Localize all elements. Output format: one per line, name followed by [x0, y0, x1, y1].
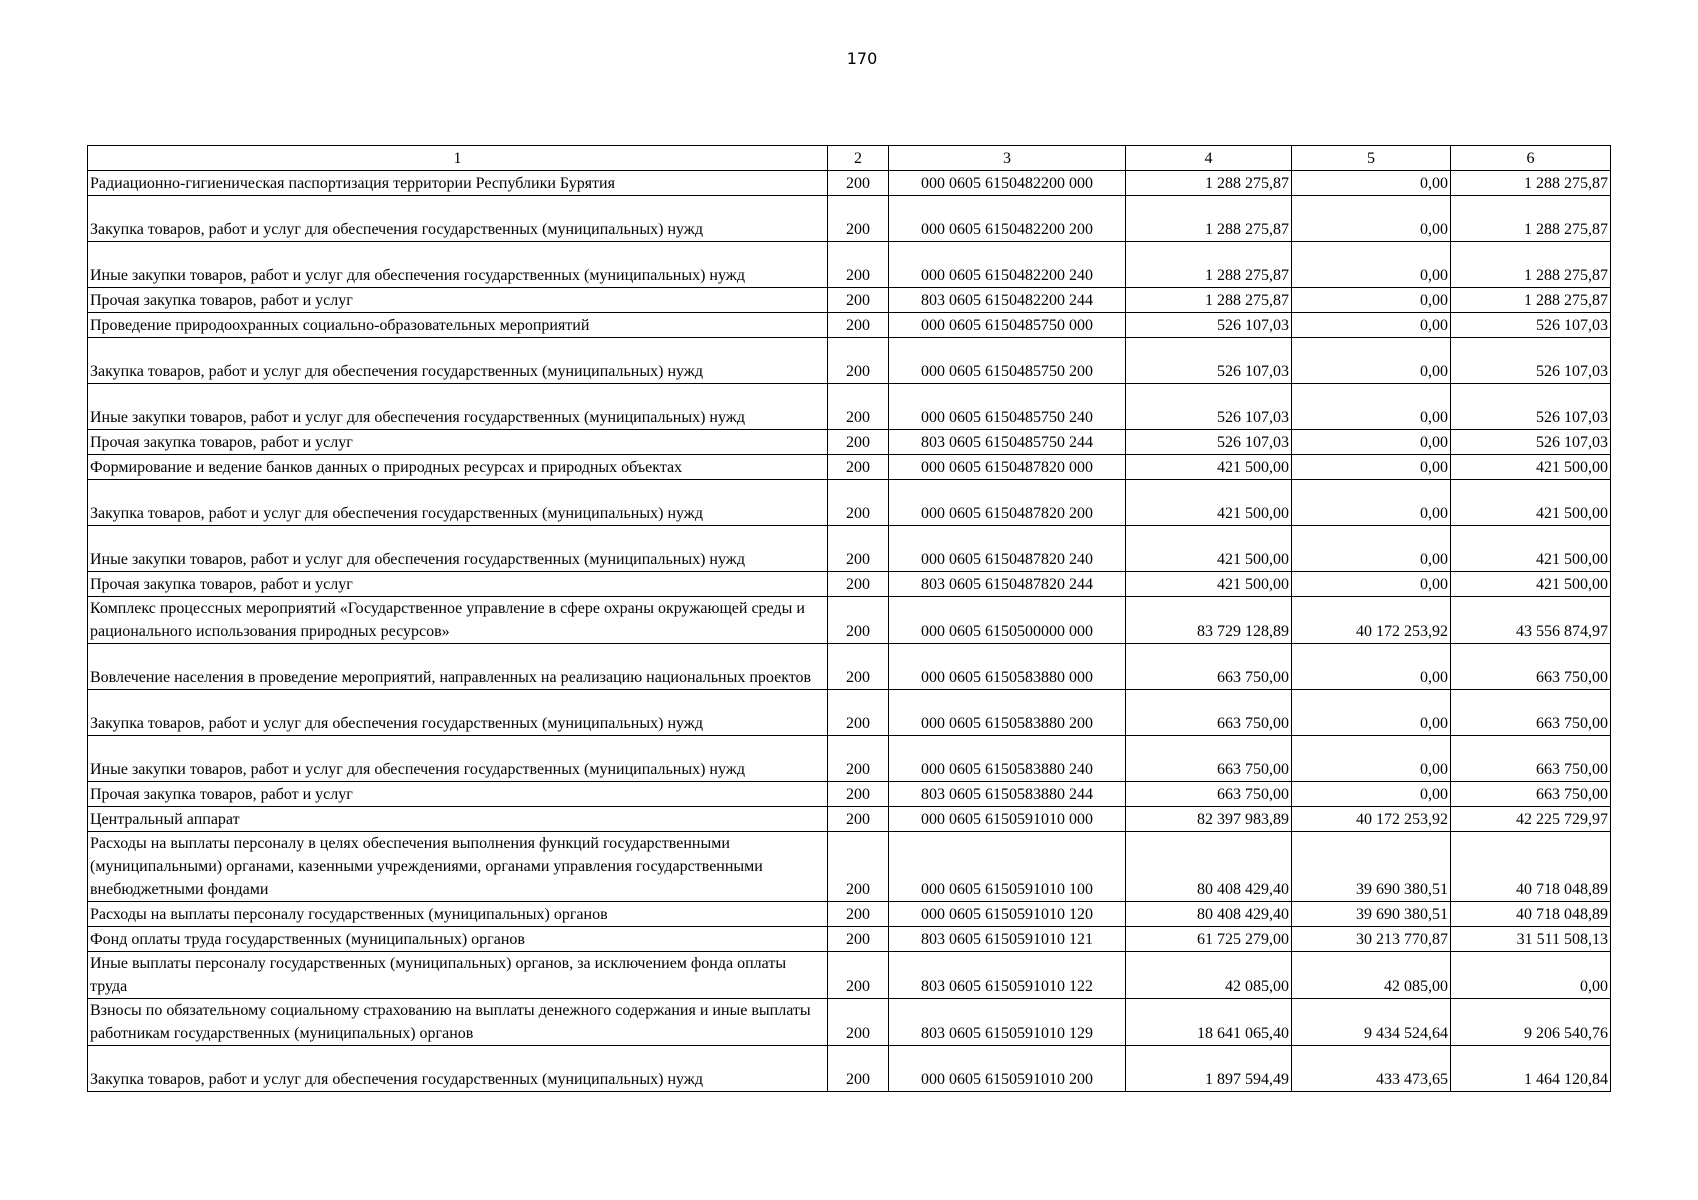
row-col6-value: 526 107,03 — [1451, 338, 1611, 384]
row-name: Закупка товаров, работ и услуг для обеспечения государственных (муниципальных) нужд — [88, 1046, 828, 1092]
table-row — [88, 480, 1611, 526]
row-col5-value: 0,00 — [1292, 171, 1451, 196]
row-code: 200 — [828, 690, 889, 736]
column-header: 1 — [88, 146, 828, 171]
row-col6-value: 421 500,00 — [1451, 480, 1611, 526]
row-name: Прочая закупка товаров, работ и услуг — [88, 782, 828, 807]
row-col6-value: 421 500,00 — [1451, 572, 1611, 597]
row-col4-value: 80 408 429,40 — [1126, 832, 1292, 902]
row-col5-value: 42 085,00 — [1292, 952, 1451, 999]
table-row — [88, 196, 1611, 242]
row-col4-value: 526 107,03 — [1126, 313, 1292, 338]
row-code: 200 — [828, 597, 889, 644]
row-col4-value: 1 288 275,87 — [1126, 288, 1292, 313]
row-col6-value: 1 288 275,87 — [1451, 171, 1611, 196]
row-col4-value: 663 750,00 — [1126, 644, 1292, 690]
row-col5-value: 0,00 — [1292, 690, 1451, 736]
row-col6-value: 31 511 508,13 — [1451, 927, 1611, 952]
row-col4-value: 83 729 128,89 — [1126, 597, 1292, 644]
row-col6-value: 40 718 048,89 — [1451, 902, 1611, 927]
row-classification-code: 000 0605 6150487820 000 — [889, 455, 1126, 480]
row-col5-value: 0,00 — [1292, 242, 1451, 288]
row-name: Фонд оплаты труда государственных (муниципальных) органов — [88, 927, 828, 952]
row-col5-value: 0,00 — [1292, 455, 1451, 480]
row-classification-code: 000 0605 6150591010 000 — [889, 807, 1126, 832]
row-col6-value: 40 718 048,89 — [1451, 832, 1611, 902]
row-col4-value: 61 725 279,00 — [1126, 927, 1292, 952]
row-col4-value: 421 500,00 — [1126, 572, 1292, 597]
row-col4-value: 421 500,00 — [1126, 455, 1292, 480]
page-number: 170 — [846, 49, 878, 68]
row-code: 200 — [828, 196, 889, 242]
row-code: 200 — [828, 832, 889, 902]
table-row — [88, 782, 1611, 807]
row-name: Иные закупки товаров, работ и услуг для обеспечения государственных (муниципальных) нужд — [88, 242, 828, 288]
row-code: 200 — [828, 952, 889, 999]
row-col5-value: 0,00 — [1292, 782, 1451, 807]
row-code: 200 — [828, 782, 889, 807]
row-classification-code: 803 0605 6150485750 244 — [889, 430, 1126, 455]
row-code: 200 — [828, 338, 889, 384]
table-row — [88, 242, 1611, 288]
row-classification-code: 000 0605 6150583880 200 — [889, 690, 1126, 736]
row-col6-value: 9 206 540,76 — [1451, 999, 1611, 1046]
row-code: 200 — [828, 242, 889, 288]
row-classification-code: 000 0605 6150482200 200 — [889, 196, 1126, 242]
row-col5-value: 0,00 — [1292, 288, 1451, 313]
row-col4-value: 663 750,00 — [1126, 782, 1292, 807]
row-col5-value: 0,00 — [1292, 526, 1451, 572]
row-col5-value: 433 473,65 — [1292, 1046, 1451, 1092]
row-classification-code: 000 0605 6150487820 200 — [889, 480, 1126, 526]
budget-table — [87, 145, 1611, 1092]
row-code: 200 — [828, 430, 889, 455]
row-name: Проведение природоохранных социально-образовательных мероприятий — [88, 313, 828, 338]
row-name: Закупка товаров, работ и услуг для обеспечения государственных (муниципальных) нужд — [88, 690, 828, 736]
row-classification-code: 000 0605 6150482200 240 — [889, 242, 1126, 288]
row-col5-value: 0,00 — [1292, 480, 1451, 526]
table-row — [88, 644, 1611, 690]
column-header: 5 — [1292, 146, 1451, 171]
table-row — [88, 384, 1611, 430]
row-classification-code: 803 0605 6150482200 244 — [889, 288, 1126, 313]
row-name: Прочая закупка товаров, работ и услуг — [88, 572, 828, 597]
row-col5-value: 39 690 380,51 — [1292, 832, 1451, 902]
row-classification-code: 803 0605 6150591010 129 — [889, 999, 1126, 1046]
row-code: 200 — [828, 572, 889, 597]
row-col5-value: 40 172 253,92 — [1292, 597, 1451, 644]
table-row — [88, 952, 1611, 999]
row-col6-value: 663 750,00 — [1451, 782, 1611, 807]
row-col6-value: 0,00 — [1451, 952, 1611, 999]
table-row — [88, 338, 1611, 384]
row-classification-code: 000 0605 6150482200 000 — [889, 171, 1126, 196]
table-row — [88, 313, 1611, 338]
column-header: 3 — [889, 146, 1126, 171]
row-code: 200 — [828, 1046, 889, 1092]
row-classification-code: 000 0605 6150487820 240 — [889, 526, 1126, 572]
row-col6-value: 1 464 120,84 — [1451, 1046, 1611, 1092]
table-row — [88, 171, 1611, 196]
row-code: 200 — [828, 902, 889, 927]
row-col6-value: 42 225 729,97 — [1451, 807, 1611, 832]
row-code: 200 — [828, 999, 889, 1046]
row-code: 200 — [828, 927, 889, 952]
row-name: Иные закупки товаров, работ и услуг для обеспечения государственных (муниципальных) нужд — [88, 384, 828, 430]
row-name: Прочая закупка товаров, работ и услуг — [88, 430, 828, 455]
row-col4-value: 42 085,00 — [1126, 952, 1292, 999]
table-row — [88, 999, 1611, 1046]
row-col4-value: 1 288 275,87 — [1126, 196, 1292, 242]
row-col4-value: 80 408 429,40 — [1126, 902, 1292, 927]
row-classification-code: 000 0605 6150591010 120 — [889, 902, 1126, 927]
table-row — [88, 807, 1611, 832]
row-code: 200 — [828, 736, 889, 782]
row-classification-code: 000 0605 6150583880 000 — [889, 644, 1126, 690]
column-header: 2 — [828, 146, 889, 171]
row-classification-code: 803 0605 6150487820 244 — [889, 572, 1126, 597]
column-header: 6 — [1451, 146, 1611, 171]
table-row — [88, 526, 1611, 572]
row-classification-code: 000 0605 6150591010 100 — [889, 832, 1126, 902]
row-classification-code: 000 0605 6150500000 000 — [889, 597, 1126, 644]
row-classification-code: 803 0605 6150591010 122 — [889, 952, 1126, 999]
row-col6-value: 526 107,03 — [1451, 430, 1611, 455]
table-row — [88, 1046, 1611, 1092]
row-col5-value: 0,00 — [1292, 572, 1451, 597]
row-col6-value: 421 500,00 — [1451, 455, 1611, 480]
column-number-row — [88, 146, 1611, 171]
row-col5-value: 0,00 — [1292, 196, 1451, 242]
row-col4-value: 421 500,00 — [1126, 526, 1292, 572]
row-col6-value: 43 556 874,97 — [1451, 597, 1611, 644]
row-col6-value: 526 107,03 — [1451, 313, 1611, 338]
row-code: 200 — [828, 171, 889, 196]
row-col5-value: 0,00 — [1292, 736, 1451, 782]
row-name: Закупка товаров, работ и услуг для обеспечения государственных (муниципальных) нужд — [88, 338, 828, 384]
row-code: 200 — [828, 455, 889, 480]
row-col4-value: 1 897 594,49 — [1126, 1046, 1292, 1092]
row-code: 200 — [828, 644, 889, 690]
row-name: Расходы на выплаты персоналу государственных (муниципальных) органов — [88, 902, 828, 927]
row-code: 200 — [828, 384, 889, 430]
row-classification-code: 803 0605 6150583880 244 — [889, 782, 1126, 807]
row-name: Радиационно-гигиеническая паспортизация территории Республики Бурятия — [88, 171, 828, 196]
row-col5-value: 0,00 — [1292, 313, 1451, 338]
table-row — [88, 832, 1611, 902]
table-row — [88, 430, 1611, 455]
table-row — [88, 736, 1611, 782]
row-name: Закупка товаров, работ и услуг для обеспечения государственных (муниципальных) нужд — [88, 480, 828, 526]
row-col6-value: 663 750,00 — [1451, 690, 1611, 736]
row-col5-value: 0,00 — [1292, 644, 1451, 690]
row-col4-value: 526 107,03 — [1126, 384, 1292, 430]
table-row — [88, 927, 1611, 952]
row-col4-value: 526 107,03 — [1126, 430, 1292, 455]
row-col5-value: 0,00 — [1292, 338, 1451, 384]
row-classification-code: 000 0605 6150485750 240 — [889, 384, 1126, 430]
row-name: Иные выплаты персоналу государственных (муниципальных) органов, за исключением фонда оплаты труда — [88, 952, 828, 999]
row-col4-value: 1 288 275,87 — [1126, 171, 1292, 196]
row-col6-value: 1 288 275,87 — [1451, 288, 1611, 313]
row-name: Иные закупки товаров, работ и услуг для обеспечения государственных (муниципальных) нужд — [88, 526, 828, 572]
row-col4-value: 18 641 065,40 — [1126, 999, 1292, 1046]
row-classification-code: 000 0605 6150485750 000 — [889, 313, 1126, 338]
row-col5-value: 40 172 253,92 — [1292, 807, 1451, 832]
row-name: Формирование и ведение банков данных о природных ресурсах и природных объектах — [88, 455, 828, 480]
row-code: 200 — [828, 288, 889, 313]
row-name: Расходы на выплаты персоналу в целях обеспечения выполнения функций государственными (муниципальными) органами, казенными учреждениями, органами управления государственными внебюджетными фондами — [88, 832, 828, 902]
row-col5-value: 0,00 — [1292, 384, 1451, 430]
row-col6-value: 526 107,03 — [1451, 384, 1611, 430]
row-col4-value: 82 397 983,89 — [1126, 807, 1292, 832]
row-name: Центральный аппарат — [88, 807, 828, 832]
table-row — [88, 288, 1611, 313]
row-col4-value: 663 750,00 — [1126, 736, 1292, 782]
table-row — [88, 455, 1611, 480]
row-col4-value: 663 750,00 — [1126, 690, 1292, 736]
table-row — [88, 597, 1611, 644]
row-col6-value: 421 500,00 — [1451, 526, 1611, 572]
row-col4-value: 421 500,00 — [1126, 480, 1292, 526]
row-col5-value: 9 434 524,64 — [1292, 999, 1451, 1046]
row-col5-value: 30 213 770,87 — [1292, 927, 1451, 952]
table-row — [88, 690, 1611, 736]
row-code: 200 — [828, 807, 889, 832]
table-row — [88, 572, 1611, 597]
row-name: Комплекс процессных мероприятий «Государственное управление в сфере охраны окружающей среды и рационального использования природных ресурсов» — [88, 597, 828, 644]
row-classification-code: 000 0605 6150591010 200 — [889, 1046, 1126, 1092]
column-header: 4 — [1126, 146, 1292, 171]
row-col5-value: 39 690 380,51 — [1292, 902, 1451, 927]
row-code: 200 — [828, 526, 889, 572]
row-col6-value: 663 750,00 — [1451, 644, 1611, 690]
row-col4-value: 1 288 275,87 — [1126, 242, 1292, 288]
row-col6-value: 1 288 275,87 — [1451, 242, 1611, 288]
row-name: Закупка товаров, работ и услуг для обеспечения государственных (муниципальных) нужд — [88, 196, 828, 242]
table-row — [88, 902, 1611, 927]
row-classification-code: 000 0605 6150485750 200 — [889, 338, 1126, 384]
row-name: Взносы по обязательному социальному страхованию на выплаты денежного содержания и иные выплаты работникам государственных (муниципальных) органов — [88, 999, 828, 1046]
row-code: 200 — [828, 313, 889, 338]
row-classification-code: 000 0605 6150583880 240 — [889, 736, 1126, 782]
row-name: Вовлечение населения в проведение мероприятий, направленных на реализацию национальных проектов — [88, 644, 828, 690]
row-col6-value: 1 288 275,87 — [1451, 196, 1611, 242]
row-name: Прочая закупка товаров, работ и услуг — [88, 288, 828, 313]
row-name: Иные закупки товаров, работ и услуг для обеспечения государственных (муниципальных) нужд — [88, 736, 828, 782]
row-code: 200 — [828, 480, 889, 526]
row-col4-value: 526 107,03 — [1126, 338, 1292, 384]
row-col6-value: 663 750,00 — [1451, 736, 1611, 782]
row-col5-value: 0,00 — [1292, 430, 1451, 455]
row-classification-code: 803 0605 6150591010 121 — [889, 927, 1126, 952]
